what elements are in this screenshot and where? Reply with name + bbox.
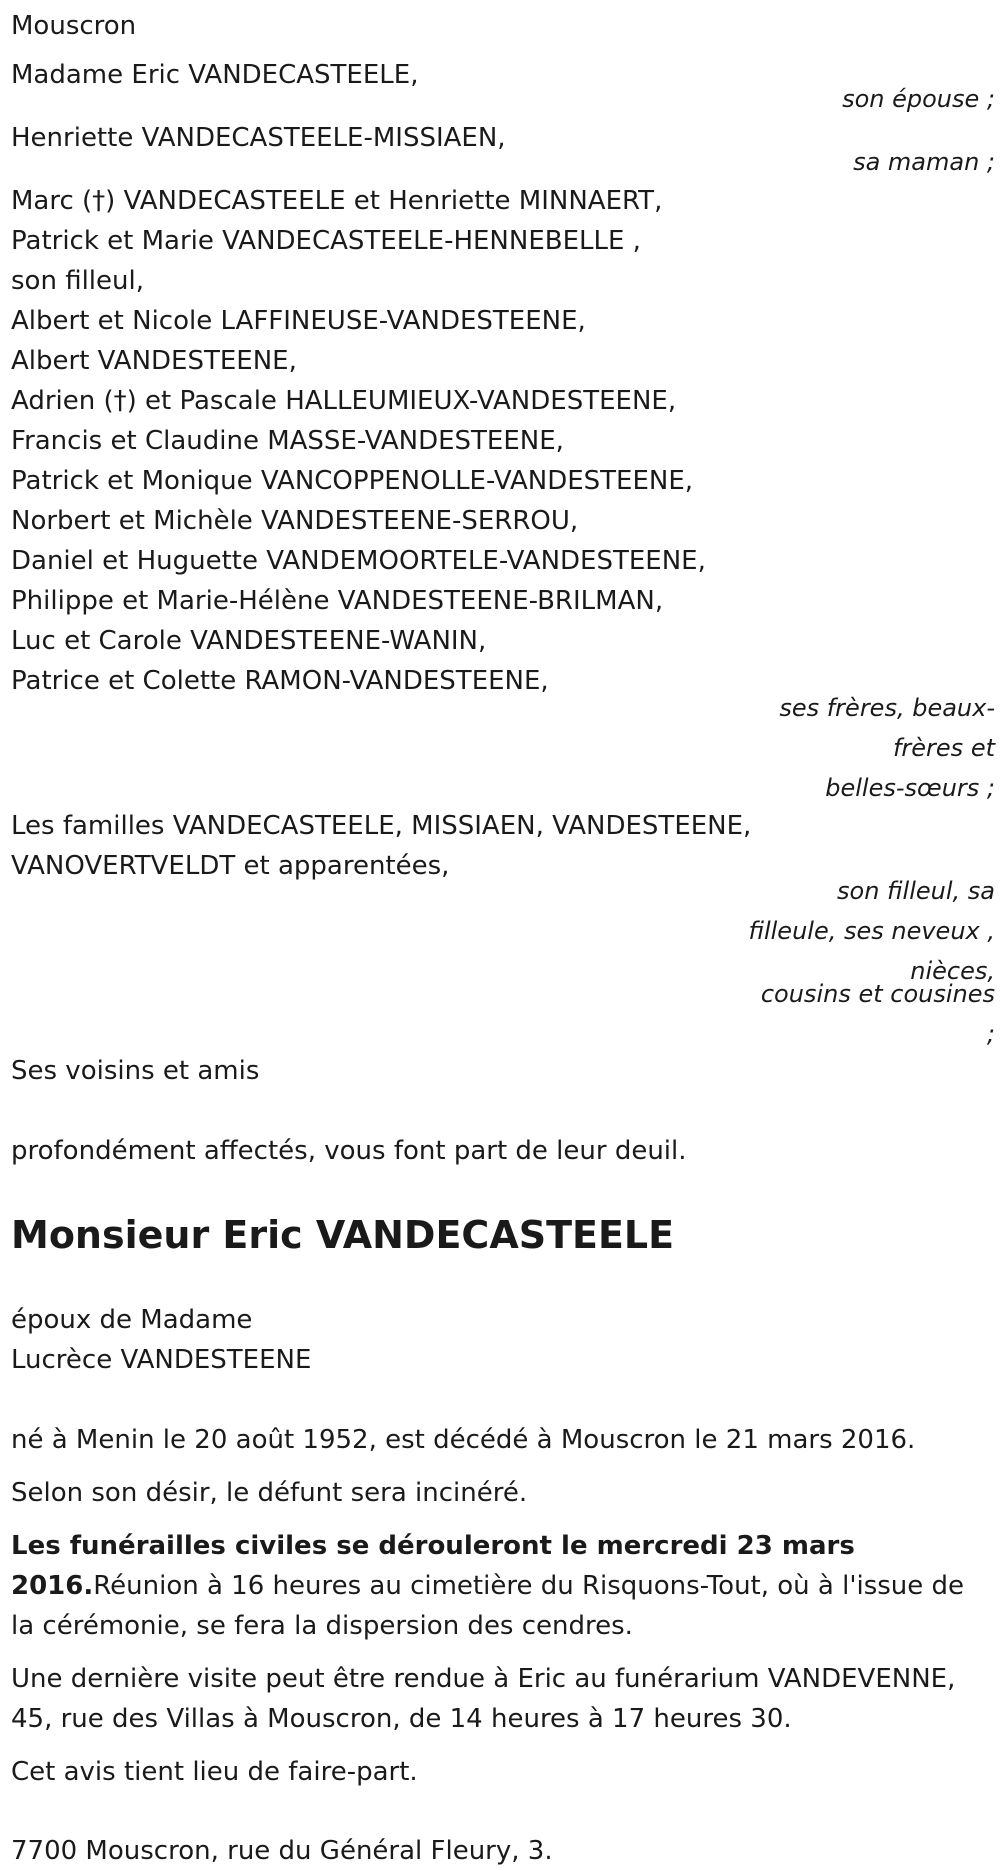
family-relation-spouse: son épouse ; <box>842 85 995 113</box>
spouse-line: époux de Madame <box>11 1305 253 1335</box>
birth-death-line: né à Menin le 20 août 1952, est décédé à Mouscron le 21 mars 2016. <box>11 1425 916 1455</box>
list-item: Patrick et Monique VANCOPPENOLLE-VANDESTEENE, <box>11 466 694 496</box>
visit-line: 45, rue des Villas à Mouscron, de 14 heures à 17 heures 30. <box>11 1704 792 1734</box>
list-item: Philippe et Marie-Hélène VANDESTEENE-BRILMAN, <box>11 586 664 616</box>
notice-line: Cet avis tient lieu de faire-part. <box>11 1757 418 1787</box>
spouse-line: Lucrèce VANDESTEENE <box>11 1345 312 1375</box>
family-relation-mother: sa maman ; <box>853 148 995 176</box>
siblings-relation-line: ses frères, beaux- <box>779 694 995 722</box>
families-relation-line: son filleul, sa <box>837 877 995 905</box>
list-item: Albert et Nicole LAFFINEUSE-VANDESTEENE, <box>11 306 586 336</box>
family-name-spouse: Madame Eric VANDECASTEELE, <box>11 60 419 90</box>
families-line: Les familles VANDECASTEELE, MISSIAEN, VANDESTEENE, <box>11 811 752 841</box>
visit-line: Une dernière visite peut être rendue à Eric au funérarium VANDEVENNE, <box>11 1664 956 1694</box>
family-name-mother: Henriette VANDECASTEELE-MISSIAEN, <box>11 123 506 153</box>
families-relation-line: ; <box>986 1020 995 1048</box>
list-item: Luc et Carole VANDESTEENE-WANIN, <box>11 626 487 656</box>
funeral-heading <box>11 1526 855 1566</box>
neighbors-line: Ses voisins et amis <box>11 1056 260 1086</box>
list-item: Daniel et Huguette VANDEMOORTELE-VANDESTEENE, <box>11 546 706 576</box>
funeral-line: la cérémonie, se fera la dispersion des cendres. <box>11 1611 633 1641</box>
announcement-line: profondément affectés, vous font part de leur deuil. <box>11 1136 687 1166</box>
funeral-detail: Réunion à 16 heures au cimetière du Risquons-Tout, où à l'issue de <box>93 1571 965 1601</box>
families-line: VANOVERTVELDT et apparentées, <box>11 851 450 881</box>
list-item: Francis et Claudine MASSE-VANDESTEENE, <box>11 426 564 456</box>
list-item: Albert VANDESTEENE, <box>11 346 297 376</box>
funeral-bold: Les funérailles civiles se dérouleront le mercredi 23 mars <box>11 1531 855 1561</box>
families-relation-line: filleule, ses neveux , <box>748 917 995 945</box>
list-item: Patrick et Marie VANDECASTEELE-HENNEBELLE , <box>11 226 641 256</box>
list-item: Patrice et Colette RAMON-VANDESTEENE, <box>11 666 549 696</box>
list-item: Adrien (†) et Pascale HALLEUMIEUX-VANDESTEENE, <box>11 386 677 416</box>
funeral-bold-year: 2016. <box>11 1571 94 1601</box>
funeral-line <box>11 1566 964 1606</box>
list-item: Norbert et Michèle VANDESTEENE-SERROU, <box>11 506 579 536</box>
families-relation-line: cousins et cousines <box>760 980 995 1008</box>
list-item: son filleul, <box>11 266 144 296</box>
list-item: Marc (†) VANDECASTEELE et Henriette MINNAERT, <box>11 186 663 216</box>
families-relation-line: nièces, <box>910 957 995 985</box>
deceased-name: Monsieur Eric VANDECASTEELE <box>11 1213 675 1257</box>
address-line: 7700 Mouscron, rue du Général Fleury, 3. <box>11 1836 553 1866</box>
siblings-relation-line: frères et <box>892 734 995 762</box>
city-heading: Mouscron <box>11 11 137 41</box>
siblings-relation-line: belles-sœurs ; <box>825 774 995 802</box>
cremation-line: Selon son désir, le défunt sera incinéré. <box>11 1478 528 1508</box>
